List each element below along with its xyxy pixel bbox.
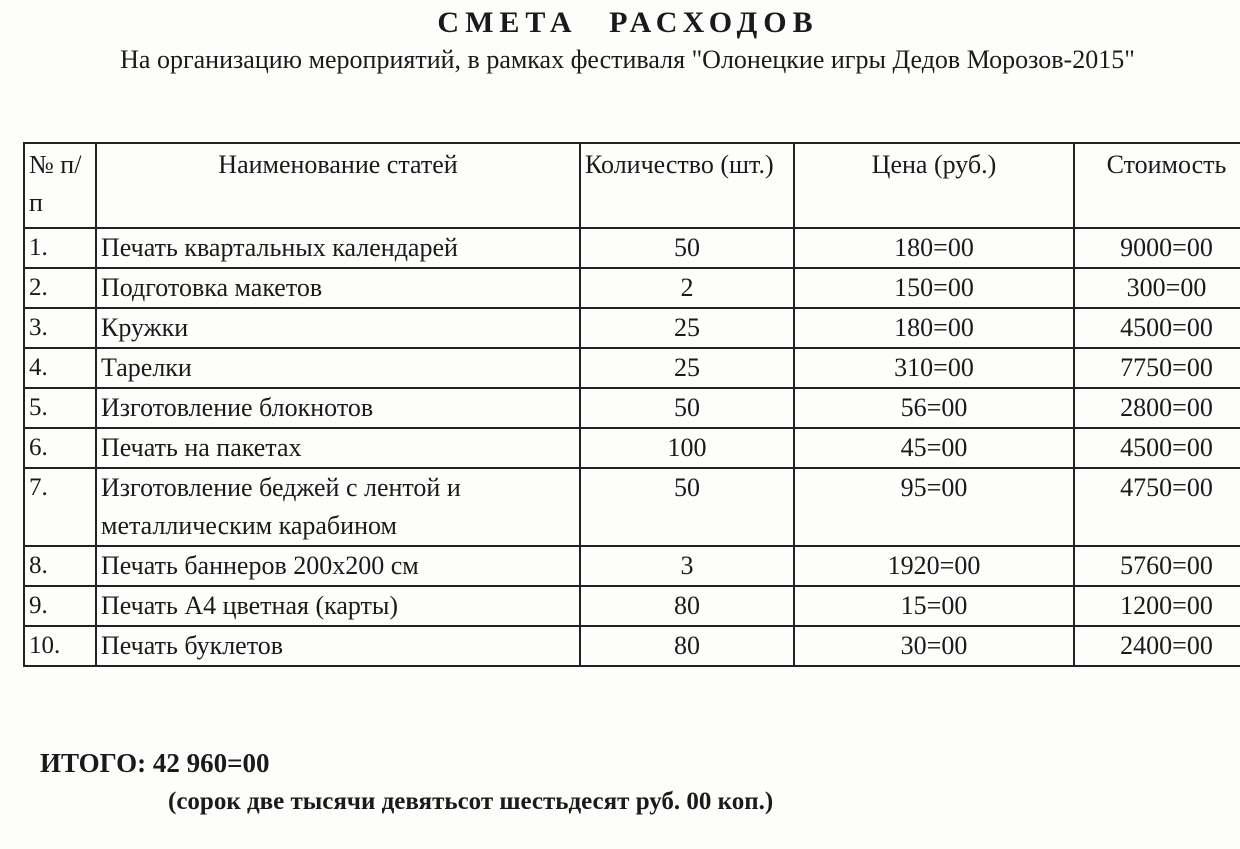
row-cost: 7750=00 <box>1074 348 1240 388</box>
row-price: 30=00 <box>794 626 1074 666</box>
row-name: Печать баннеров 200х200 см <box>96 546 580 586</box>
row-cost: 5760=00 <box>1074 546 1240 586</box>
row-price: 95=00 <box>794 468 1074 546</box>
table-row <box>24 468 1240 546</box>
row-name: Печать на пакетах <box>96 428 580 468</box>
row-price: 310=00 <box>794 348 1074 388</box>
row-qty: 80 <box>580 586 794 626</box>
header-price: Цена (руб.) <box>794 143 1074 228</box>
row-name: Изготовление блокнотов <box>96 388 580 428</box>
row-name: Печать буклетов <box>96 626 580 666</box>
row-num: 2. <box>24 268 96 308</box>
table-row <box>24 348 1240 388</box>
header-cost: Стоимость <box>1074 143 1240 228</box>
row-num: 4. <box>24 348 96 388</box>
header-qty: Количество (шт.) <box>580 143 794 228</box>
row-price: 45=00 <box>794 428 1074 468</box>
row-cost: 2400=00 <box>1074 626 1240 666</box>
row-qty: 25 <box>580 348 794 388</box>
total-amount-words: (сорок две тысячи девятьсот шестьдесят руб. 00 коп.) <box>168 788 774 815</box>
estimate-table <box>23 142 1240 667</box>
row-qty: 2 <box>580 268 794 308</box>
row-num: 10. <box>24 626 96 666</box>
row-price: 56=00 <box>794 388 1074 428</box>
row-qty: 25 <box>580 308 794 348</box>
row-num: 8. <box>24 546 96 586</box>
row-price: 150=00 <box>794 268 1074 308</box>
table-row <box>24 388 1240 428</box>
row-cost: 2800=00 <box>1074 388 1240 428</box>
row-name: Подготовка макетов <box>96 268 580 308</box>
row-num: 1. <box>24 228 96 268</box>
table-row <box>24 626 1240 666</box>
row-qty: 50 <box>580 388 794 428</box>
document-subtitle: На организацию мероприятий, в рамках фестиваля "Олонецкие игры Дедов Морозов-2015" <box>120 45 1135 74</box>
header-name: Наименование статей <box>96 143 580 228</box>
row-cost: 300=00 <box>1074 268 1240 308</box>
row-price: 180=00 <box>794 308 1074 348</box>
row-name: Изготовление беджей с лентой и металлическим карабином <box>96 468 580 546</box>
table-row <box>24 308 1240 348</box>
row-qty: 80 <box>580 626 794 666</box>
row-num: 7. <box>24 468 96 546</box>
table-row <box>24 268 1240 308</box>
row-name: Печать квартальных календарей <box>96 228 580 268</box>
table-header-row <box>24 143 1240 228</box>
row-price: 1920=00 <box>794 546 1074 586</box>
table-row <box>24 586 1240 626</box>
header-num: № п/п <box>24 143 96 228</box>
row-cost: 4500=00 <box>1074 308 1240 348</box>
row-name: Тарелки <box>96 348 580 388</box>
row-name: Печать А4 цветная (карты) <box>96 586 580 626</box>
row-cost: 1200=00 <box>1074 586 1240 626</box>
row-price: 180=00 <box>794 228 1074 268</box>
row-num: 3. <box>24 308 96 348</box>
row-name: Кружки <box>96 308 580 348</box>
total-amount: ИТОГО: 42 960=00 <box>40 748 270 778</box>
row-price: 15=00 <box>794 586 1074 626</box>
row-qty: 100 <box>580 428 794 468</box>
row-qty: 3 <box>580 546 794 586</box>
row-num: 5. <box>24 388 96 428</box>
row-num: 6. <box>24 428 96 468</box>
row-qty: 50 <box>580 468 794 546</box>
row-qty: 50 <box>580 228 794 268</box>
row-cost: 4500=00 <box>1074 428 1240 468</box>
table-row <box>24 428 1240 468</box>
row-cost: 4750=00 <box>1074 468 1240 546</box>
document-title: СМЕТА РАСХОДОВ <box>437 6 819 39</box>
table-row <box>24 546 1240 586</box>
row-num: 9. <box>24 586 96 626</box>
table-row <box>24 228 1240 268</box>
row-cost: 9000=00 <box>1074 228 1240 268</box>
